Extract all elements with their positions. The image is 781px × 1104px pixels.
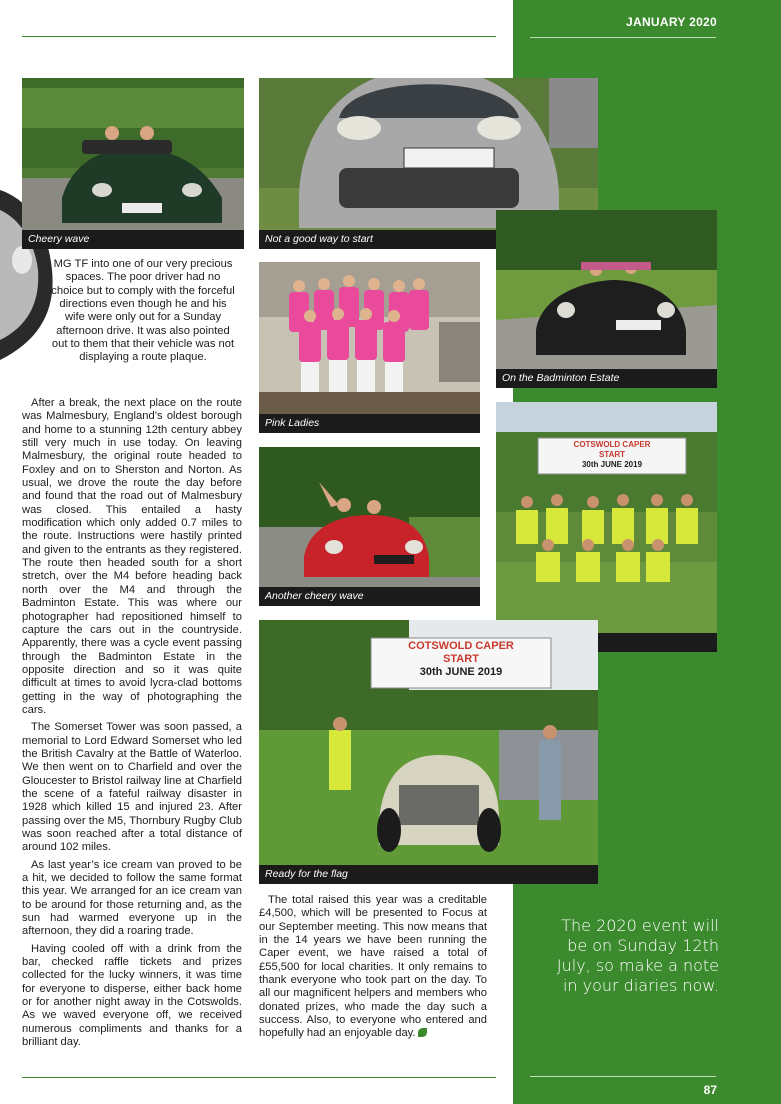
flag-banner-title: COTSWOLD CAPER (408, 640, 514, 652)
sidebar-top-rule (530, 37, 716, 38)
page-number: 87 (703, 1083, 717, 1097)
paragraph-route: After a break, the next place on the route was Malmesbury, England’s oldest borough and home to a stunning 12th century abbey still very much in use today. On leaving Malmesbury, the original route headed to Foxley and on to Sherston and Norton. As usual, we drove the route the day before and found that the road out of Malmesbury was closed. This entailed a hasty modification which only added 0.7 miles to the route. Instructions were hastily printed and given to the entrants as they registered. The route then headed south for a short stretch, over the M4 before heading back north over the M4 and through the Badminton Estate. This was where our photographer had repositioned himself to capture the cars out in the countryside. Apparently, there was a cycle event passing through the Badminton Estate in the opposite direction and so it was quite difficult at times to avoid lycra-clad bottoms getting in the way of photographing the cars. (22, 397, 242, 716)
caption-ready-for-flag: Ready for the flag (259, 865, 598, 884)
event-callout: The 2020 event will be on Sunday 12th July, so make a note in your diaries now. (556, 916, 719, 995)
paragraph-cool-off: Having cooled off with a drink from the bar, checked raffle tickets and prizes collected for the lucky winners, it was time for everyone to disperse, either back home or for another night away in the Cotswolds. As we waved everyone off, we received numerous compliments and thanks for a brilliant day. (22, 942, 242, 1049)
photo-another-cheery-wave (259, 447, 480, 606)
photo-cheery-wave (22, 78, 244, 249)
photo-ready-for-flag (259, 620, 598, 884)
end-leaf-icon (418, 1028, 427, 1037)
marshalls-banner-date: 30th JUNE 2019 (581, 460, 643, 469)
photo-marshalls (496, 402, 717, 652)
photo-badminton-estate (496, 210, 717, 388)
flag-banner-start: START (443, 653, 479, 665)
caption-not-good-start: Not a good way to start (259, 230, 598, 249)
flag-banner (371, 640, 551, 679)
caption-pink-ladies: Pink Ladies (259, 414, 480, 433)
marshalls-banner-title: COTSWOLD CAPER (573, 440, 651, 449)
caption-badminton: On the Badminton Estate (496, 369, 717, 388)
paragraph-somerset-tower: The Somerset Tower was soon passed, a memorial to Lord Edward Somerset who led the British Cavalry at the Battle of Waterloo. We then went on to Charfield and over the Gloucester to Bristol railway line at Charfield the scene of a fateful railway disaster in 1928 which killed 15 and injured 23. After passing over the M5, Thornbury Rugby Club was soon reached after a total distance of around 102 miles. (22, 721, 242, 854)
paragraph-ice-cream: As last year’s ice cream van proved to be a hit, we decided to follow the same format this year. We arranged for an ice cream van to be around for those returning and, as the sun had warmed everyone up in the afternoon, they did a roaring trade. (22, 858, 242, 938)
photo-pink-ladies (259, 262, 480, 433)
article-column-2 (259, 894, 487, 1041)
marshalls-banner (538, 440, 686, 470)
issue-date: JANUARY 2020 (626, 15, 717, 29)
sidebar-bottom-rule (530, 1076, 716, 1077)
article-intro: MG TF into one of our very precious spaces. The poor driver had no choice but to comply with the forceful directions even though he and his wife were only out for a Sunday afternoon drive. It was also pointed out to them that their vehicle was not displaying a route plaque. (51, 258, 235, 364)
flag-banner-date: 30th JUNE 2019 (419, 666, 503, 678)
footer-rule (22, 1077, 496, 1078)
caption-another-cheery-wave: Another cheery wave (259, 587, 480, 606)
marshalls-banner-start: START (598, 450, 626, 459)
caption-cheery-wave: Cheery wave (22, 230, 244, 249)
paragraph-total-raised: The total raised this year was a creditable £4,500, which will be presented to Focus at our September meeting. This now means that in the 14 years we have been running the Caper event, we have raised a total of £55,500 for local charities. It only remains to thank everyone who took part on the day. To all our magnificent helpers and members who donated prizes, who made the day such a success. Also, to everyone who entered and hopefully had an enjoyable day. (259, 894, 487, 1040)
header-rule (22, 36, 496, 37)
article-column-1 (22, 397, 242, 1054)
